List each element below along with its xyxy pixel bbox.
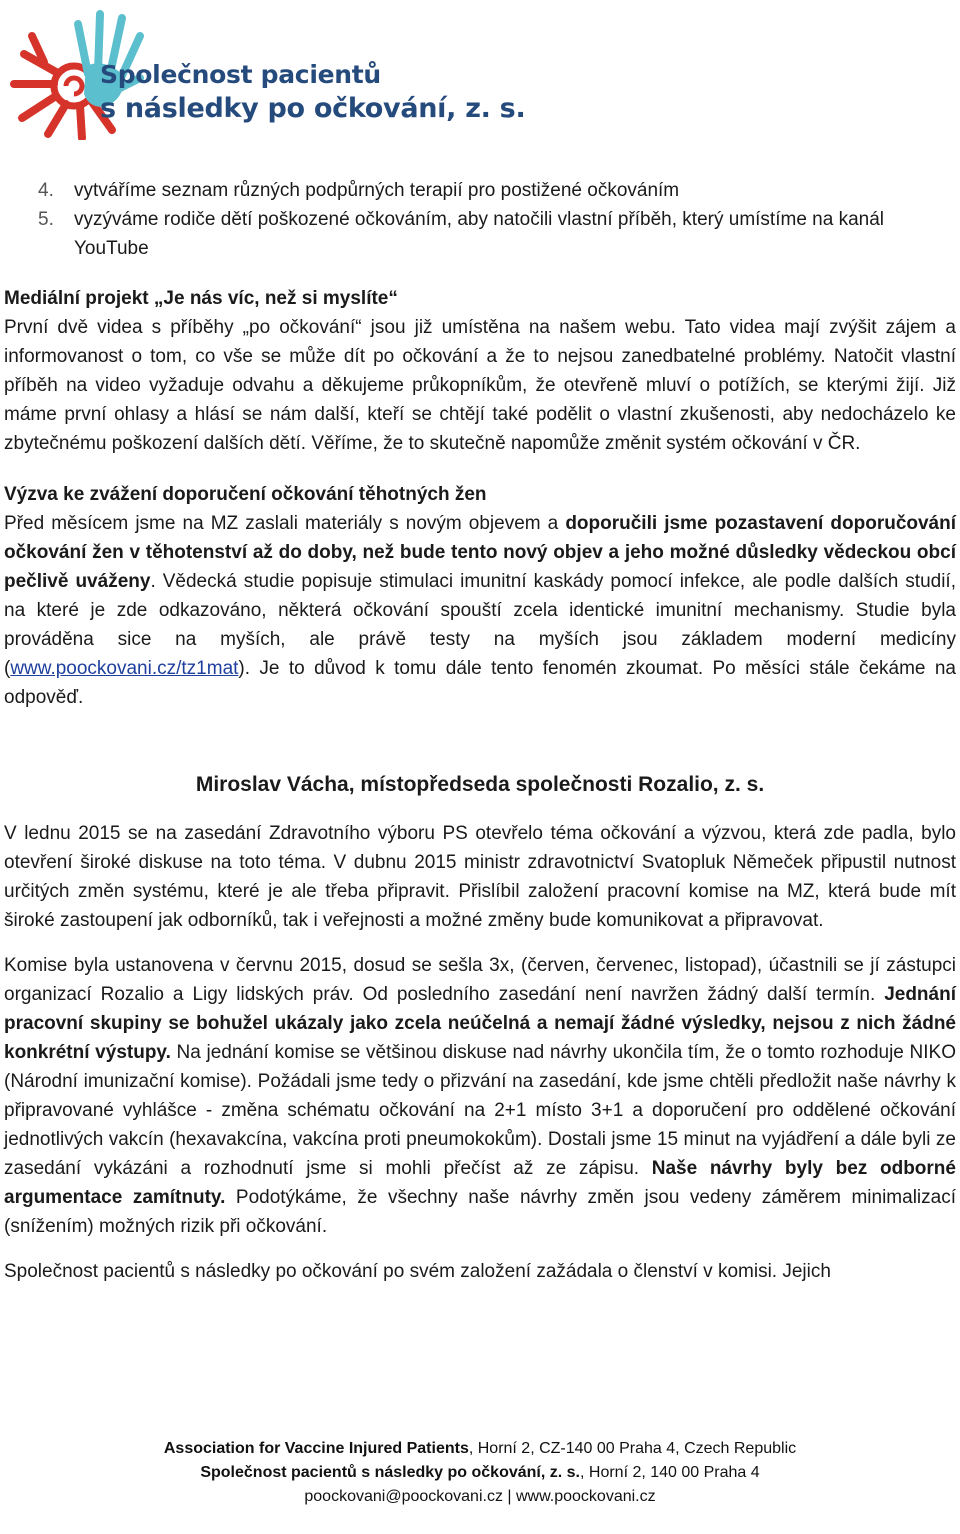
vacha-heading: Miroslav Vácha, místopředseda společnosti Rozalio, z. s. bbox=[195, 773, 765, 796]
pregnancy-text-3: ). Je to důvod k tomu dále tento fenomén zkoumat. Po měsíci stále čekáme na odpověď. bbox=[4, 658, 956, 708]
list-text: vyzýváme rodiče dětí poškozené očkováním, aby natočili vlastní příběh, který umístíme na kanál YouTube bbox=[74, 209, 884, 259]
list-item bbox=[4, 176, 956, 205]
pregnancy-bold-recommendation: doporučili jsme pozastavení doporučování očkování žen v těhotenství až do doby, než bude tento nový objev a jeho možné důsledky vědeckou obcí pečlivě uváženy bbox=[4, 513, 957, 592]
footer-org-cz: Společnost pacientů s následky po očkování, z. s. bbox=[200, 1464, 580, 1481]
page-footer bbox=[0, 1437, 960, 1509]
vacha-p2-bold-2: Naše návrhy byly bez odborné argumentace zamítnuty. bbox=[4, 1158, 956, 1208]
pregnancy-text-1: Před měsícem jsme na MZ zaslali materiály s novým objevem a bbox=[4, 513, 566, 534]
vacha-paragraph-3: Společnost pacientů s následky po očkování po svém založení zažádala o členství v komisi. Jejich bbox=[4, 1261, 831, 1282]
footer-org-en: Association for Vaccine Injured Patients bbox=[163, 1440, 469, 1457]
vacha-p2-text-a: Komise byla ustanovena v červnu 2015, dosud se sešla 3x, (červen, červenec, listopad), účastnili se jí zástupci organizací Rozalio a Ligy lidských práv. Od posledního zasedání není navržen žádný další termín. bbox=[4, 955, 956, 1005]
footer-contact[interactable]: poockovani@poockovani.cz | www.poockovani.cz bbox=[304, 1488, 656, 1505]
numbered-list bbox=[4, 176, 956, 263]
footer-line-1 bbox=[0, 1437, 960, 1461]
footer-address-en: , Horní 2, CZ-140 00 Praha 4, Czech Republic bbox=[468, 1440, 797, 1457]
org-name bbox=[100, 58, 525, 126]
vacha-p2-bold-1: Jednání pracovní skupiny se bohužel ukázaly jako zcela neúčelná a nemají žádné výsledky, nejsou z nich žádné konkrétní výstupy. bbox=[4, 984, 956, 1063]
list-number: 5. bbox=[38, 209, 54, 230]
list-number: 4. bbox=[38, 180, 54, 201]
study-link[interactable]: www.poockovani.cz/tz1mat bbox=[10, 658, 239, 679]
org-name-line1: Společnost pacientů bbox=[100, 60, 381, 89]
vacha-p2-text-c: Podotýkáme, že všechny naše návrhy změn jsou vedeny záměrem minimalizací (snížením) možných rizik při očkování. bbox=[4, 1187, 956, 1237]
vacha-p2-text-b: Na jednání komise se většinou diskuse nad návrhy ukončila tím, že o tomto rozhoduje NIKO (Národní imunizační komise). Požádali jsme tedy o přizvání na zasedání, kde jsme chtěli předložit naše návrhy k připravované vyhlášce - změna schématu očkování na 2+1 místo 3+1 a doporučení pro oddělené očkování jednotlivých vakcín (hexavakcína, vakcína proti pneumokokům). Dostali jsme 15 minut na vyjádření a dále byli ze zasedání vykázáni a rozhodnutí jsme si mohli přečíst až ze zápisu. bbox=[4, 1042, 956, 1179]
pregnancy-text-2: . Vědecká studie popisuje stimulaci imunitní kaskády pomocí infekce, ale podle dalších studií, na které je zde odkazováno, některá očkování spouští zcela identické imunitní mechanismy. Studie byla prováděna sice na myších, ale právě testy na myších jsou základem moderní medicíny ( bbox=[4, 571, 956, 679]
page-header bbox=[0, 0, 960, 140]
document-body bbox=[4, 176, 956, 1286]
pregnancy-paragraph bbox=[4, 509, 956, 712]
vacha-paragraph-2 bbox=[4, 951, 956, 1241]
list-text: vytváříme seznam různých podpůrných terapií pro postižené očkováním bbox=[74, 180, 680, 201]
list-item bbox=[4, 205, 956, 263]
footer-address-cz: , Horní 2, 140 00 Praha 4 bbox=[580, 1464, 760, 1481]
pregnancy-section-title: Výzva ke zvážení doporučení očkování těhotných žen bbox=[4, 484, 487, 505]
footer-line-2 bbox=[0, 1461, 960, 1485]
vacha-paragraph-1: V lednu 2015 se na zasedání Zdravotního výboru PS otevřelo téma očkování a výzvou, která zde padla, bylo otevření široké diskuse na toto téma. V dubnu 2015 ministr zdravotnictví Svatopluk Němeček připustil nutnost určitých změn systému, které je ale třeba připravit. Přislíbil založení pracovní komise na MZ, která bude mít široké zastoupení jak odborníků, tak i veřejnosti a možné změny bude komunikovat a připravovat. bbox=[4, 823, 956, 931]
org-name-line2: s následky po očkování, z. s. bbox=[100, 93, 526, 124]
media-project-paragraph: První dvě videa s příběhy „po očkování“ jsou již umístěna na našem webu. Tato videa mají zvýšit zájem a informovanost o tom, co vše se může dít po očkování a že to nejsou zanedbatelné problémy. Natočit vlastní příběh na video vyžaduje odvahu a děkujeme průkopníkům, že otevřeně mluví o potížích, se kterými žijí. Již máme první ohlasy a hlásí se nám další, kteří se chtějí také podělit o vlastní zkušenosti, aby nedocházelo ke zbytečnému poškození dalších dětí. Věříme, že to skutečně napomůže změnit systém očkování v ČR. bbox=[4, 317, 956, 454]
media-project-title: Mediální projekt „Je nás víc, než si myslíte“ bbox=[4, 288, 398, 309]
